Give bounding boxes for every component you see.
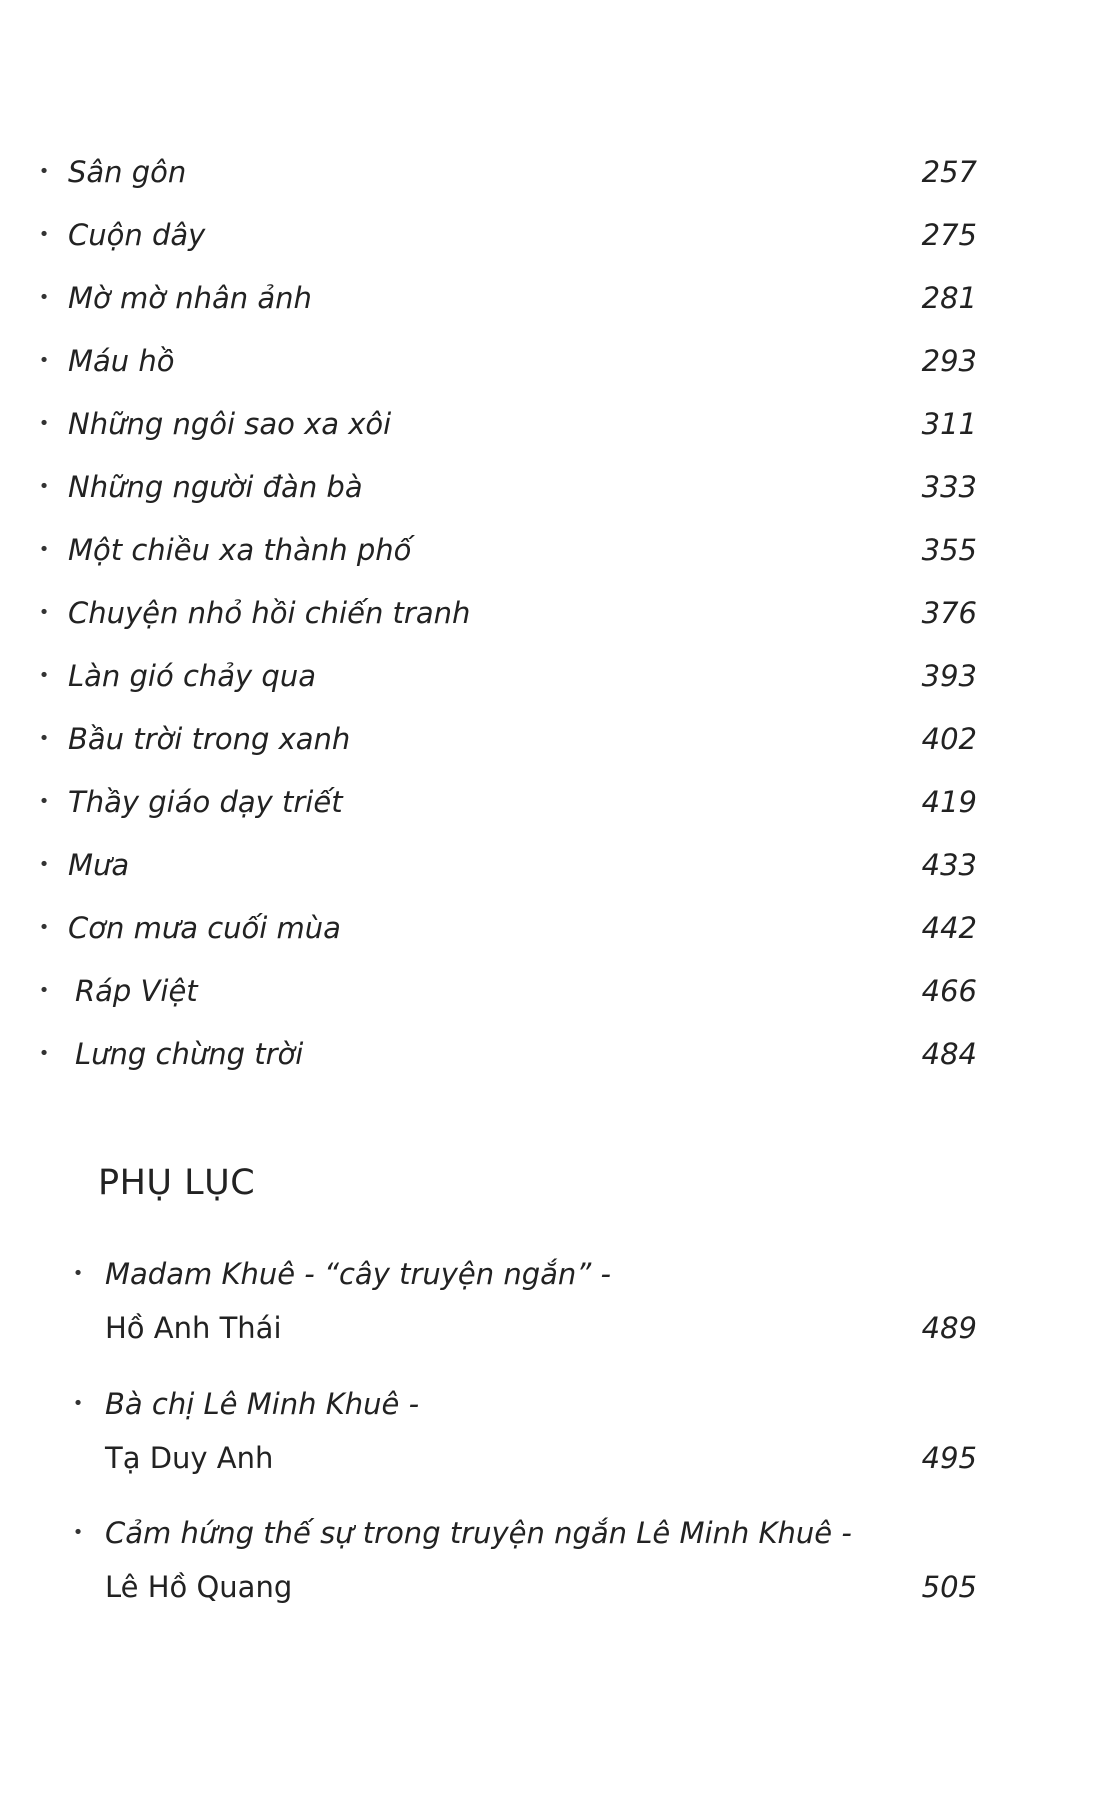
bullet-icon: • [38,1043,50,1064]
toc-entry-title: Sân gôn [68,155,187,189]
appendix-entry [0,1511,1101,1621]
toc-entry [0,656,1101,696]
toc-entry [0,341,1101,381]
bullet-icon: • [38,917,50,938]
toc-entry-page: 275 [921,218,977,252]
toc-entry-page: 402 [921,722,977,756]
toc-entry [0,404,1101,444]
toc-entry-title: Một chiều xa thành phố [68,533,412,567]
toc-entry-title: Máu hồ [68,344,175,378]
toc-entry-page: 311 [921,407,977,441]
bullet-icon: • [38,854,50,875]
toc-entry-page: 433 [921,848,977,882]
toc-entry-page: 466 [921,974,977,1008]
appendix-entry-page: 489 [921,1311,977,1345]
appendix-entry-title: Cảm hứng thế sự trong truyện ngắn Lê Minh Khuê - [105,1516,852,1550]
toc-entry [0,530,1101,570]
appendix-entry-page: 495 [921,1441,977,1475]
appendix-entry-title: Bà chị Lê Minh Khuê - [105,1387,420,1421]
bullet-icon: • [38,224,50,245]
toc-entry [0,782,1101,822]
appendix-heading: PHỤ LỤC [98,1163,256,1203]
toc-entry-title: Mưa [68,848,130,882]
toc-entry-page: 333 [921,470,977,504]
bullet-icon: • [38,413,50,434]
bullet-icon: • [38,539,50,560]
bullet-icon: • [72,1393,84,1414]
toc-entry [0,593,1101,633]
bullet-icon: • [38,665,50,686]
toc-entry [0,971,1101,1011]
appendix-entry-page: 505 [921,1570,977,1604]
toc-entry-title: Chuyện nhỏ hồi chiến tranh [68,596,471,630]
toc-entry [0,719,1101,759]
toc-entry [0,908,1101,948]
bullet-icon: • [38,602,50,623]
bullet-icon: • [38,476,50,497]
toc-entry-title: Những ngôi sao xa xôi [68,407,392,441]
toc-entry-page: 442 [921,911,977,945]
toc-entry [0,467,1101,507]
appendix-entry-title: Madam Khuê - “cây truyện ngắn” - [105,1257,611,1291]
bullet-icon: • [72,1263,84,1284]
toc-entry [0,278,1101,318]
toc-entry-page: 393 [921,659,977,693]
bullet-icon: • [38,161,50,182]
appendix-entry-author: Tạ Duy Anh [105,1441,274,1475]
toc-entry [0,1034,1101,1074]
toc-entry [0,152,1101,192]
toc-entry-title: Mờ mờ nhân ảnh [68,281,312,315]
appendix-entry [0,1252,1101,1362]
toc-entry-page: 355 [921,533,977,567]
bullet-icon: • [72,1522,84,1543]
appendix-entry [0,1382,1101,1492]
appendix-entry-author: Lê Hồ Quang [105,1570,293,1604]
toc-entry-title: Ráp Việt [75,974,198,1008]
toc-entry-title: Lưng chừng trời [75,1037,304,1071]
toc-entry-page: 419 [921,785,977,819]
toc-entry-page: 376 [921,596,977,630]
bullet-icon: • [38,350,50,371]
bullet-icon: • [38,980,50,1001]
toc-entry-page: 484 [921,1037,977,1071]
toc-entry-title: Cơn mưa cuối mùa [68,911,341,945]
bullet-icon: • [38,287,50,308]
toc-entry [0,215,1101,255]
toc-entry-title: Làn gió chảy qua [68,659,316,693]
toc-entry [0,845,1101,885]
toc-entry-title: Những người đàn bà [68,470,363,504]
bullet-icon: • [38,791,50,812]
toc-entry-page: 293 [921,344,977,378]
bullet-icon: • [38,728,50,749]
toc-entry-page: 257 [921,155,977,189]
toc-entry-page: 281 [921,281,977,315]
toc-entry-title: Cuộn dây [68,218,206,252]
toc-entry-title: Bầu trời trong xanh [68,722,351,756]
appendix-entry-author: Hồ Anh Thái [105,1311,282,1345]
toc-entry-title: Thầy giáo dạy triết [68,785,343,819]
